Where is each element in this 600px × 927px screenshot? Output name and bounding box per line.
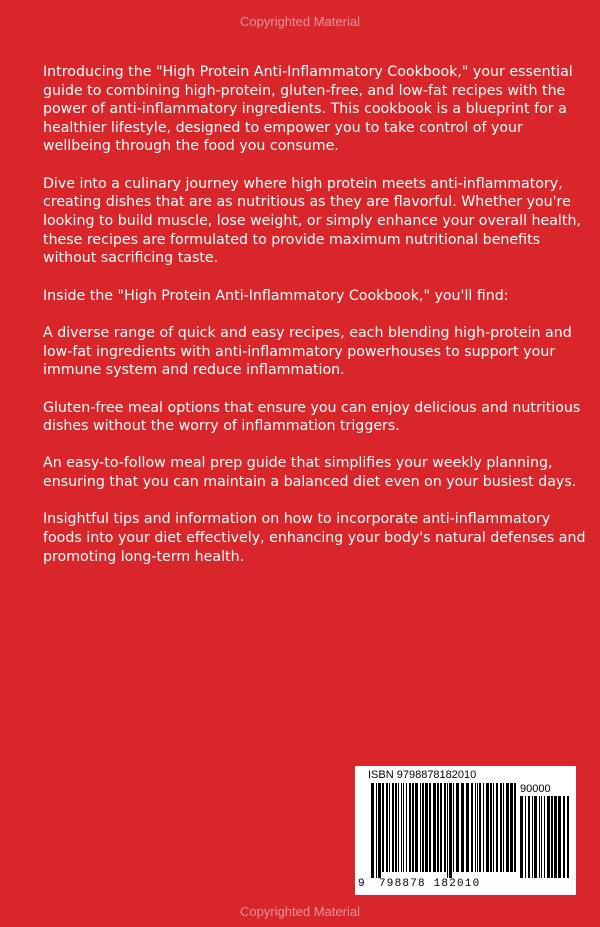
isbn-label: ISBN 9798878182010 (368, 769, 477, 781)
watermark-top: Copyrighted Material (240, 14, 360, 29)
barcode-bar (506, 783, 509, 872)
paragraph-recipes: A diverse range of quick and easy recipes, each blending high-protein and low-fat ingredients with anti-inflammatory powerhouses to support your immune system and reduce inflammation. (43, 324, 572, 379)
barcode-bar (500, 783, 502, 872)
isbn-barcode (355, 766, 576, 895)
barcode-bar (503, 783, 504, 872)
barcode-bar (471, 783, 473, 872)
barcode-bar (378, 783, 381, 878)
barcode-bar (371, 783, 374, 878)
barcode-bar (551, 796, 553, 878)
barcode-bar (389, 783, 390, 872)
barcode-bar (437, 783, 439, 872)
barcode-bar (392, 783, 394, 872)
barcode-bar (466, 783, 469, 872)
barcode-bar (554, 796, 557, 878)
barcode-bar (444, 783, 446, 872)
barcode-bar (541, 796, 542, 878)
barcode-bar (398, 783, 399, 872)
barcode-bar (461, 783, 464, 872)
barcode-bar (406, 783, 407, 872)
barcode-bar (415, 783, 418, 872)
barcode-bar (401, 783, 402, 872)
paragraph-inside: Inside the "High Protein Anti-Inflammatory Cookbook," you'll find: (43, 287, 509, 304)
barcode-bar (525, 796, 526, 878)
barcode-bar (486, 783, 489, 872)
barcode-bar (429, 783, 431, 872)
barcode-bar (425, 783, 428, 872)
barcode-bar (510, 783, 513, 872)
barcode-bar (532, 796, 533, 878)
barcode-bar (477, 783, 478, 872)
barcode-bar (534, 796, 537, 878)
barcode-bar (456, 783, 459, 872)
paragraph-tips: Insightful tips and information on how to incorporate anti-inflammatory foods into your diet effectively, enhancing your body's natural defenses and promoting long-term health. (43, 511, 586, 565)
paragraph-intro: Introducing the "High Protein Anti-Inflammatory Cookbook," your essential guide to combining high-protein, gluten-free, and low-fat recipes with the power of anti-inflammatory ingredients. This cookbook is a blueprint for a healthier lifestyle, designed to empower you to take control of your wellbeing through the food you consume. (43, 64, 573, 155)
barcode-bar (433, 783, 436, 872)
barcode-bar (528, 796, 530, 878)
barcode-bar (544, 796, 545, 878)
barcode-bar (496, 783, 498, 872)
barcode-bar (409, 783, 411, 872)
barcode-bar (453, 783, 454, 872)
barcode-bar (493, 783, 494, 872)
barcode-bar (422, 783, 424, 872)
barcode-bar (449, 783, 452, 878)
barcode-bar (382, 783, 384, 872)
barcode-bar (412, 783, 414, 872)
barcode-bar (403, 783, 404, 872)
barcode-bar (376, 783, 377, 878)
barcode-bar (490, 783, 492, 872)
barcode-bar (395, 783, 397, 872)
paragraph-meal-prep: An easy-to-follow meal prep guide that simplifies your weekly planning, ensuring that you can maintain a balanced diet even on your busiest days. (43, 455, 577, 491)
watermark-bottom: Copyrighted Material (240, 904, 360, 919)
paragraph-gluten-free: Gluten-free meal options that ensure you can enjoy delicious and nutritious dishes without the worry of inflammation triggers. (43, 399, 581, 435)
barcode-bar (547, 796, 550, 878)
barcode-bar (386, 783, 388, 872)
barcode-bar (567, 796, 569, 878)
price-code: 90000 (520, 783, 551, 795)
barcode-bar (475, 783, 476, 872)
barcode-lead-digit: 9 (358, 878, 365, 890)
barcode-bars (355, 766, 576, 895)
paragraph-journey: Dive into a culinary journey where high protein meets anti-inflammatory, creating dishes that are as nutritious as they are flavorful. Whether you're looking to build muscle, lose weight, or simply enhance your overall health, these recipes are formulated to provide maximum nutritional benefits without sacrificing taste. (43, 175, 581, 267)
barcode-bar (563, 796, 565, 878)
barcode-bar (440, 783, 442, 872)
barcode-bar (420, 783, 421, 872)
barcode-bar (520, 796, 523, 878)
barcode-bar (514, 783, 516, 872)
barcode-bar (447, 783, 448, 878)
barcode-bar (483, 783, 484, 872)
barcode-digits: 798878 182010 (379, 878, 481, 890)
barcode-bar (558, 796, 561, 878)
back-cover-description (43, 63, 591, 585)
barcode-bar (479, 783, 481, 872)
barcode-bar (539, 796, 540, 878)
